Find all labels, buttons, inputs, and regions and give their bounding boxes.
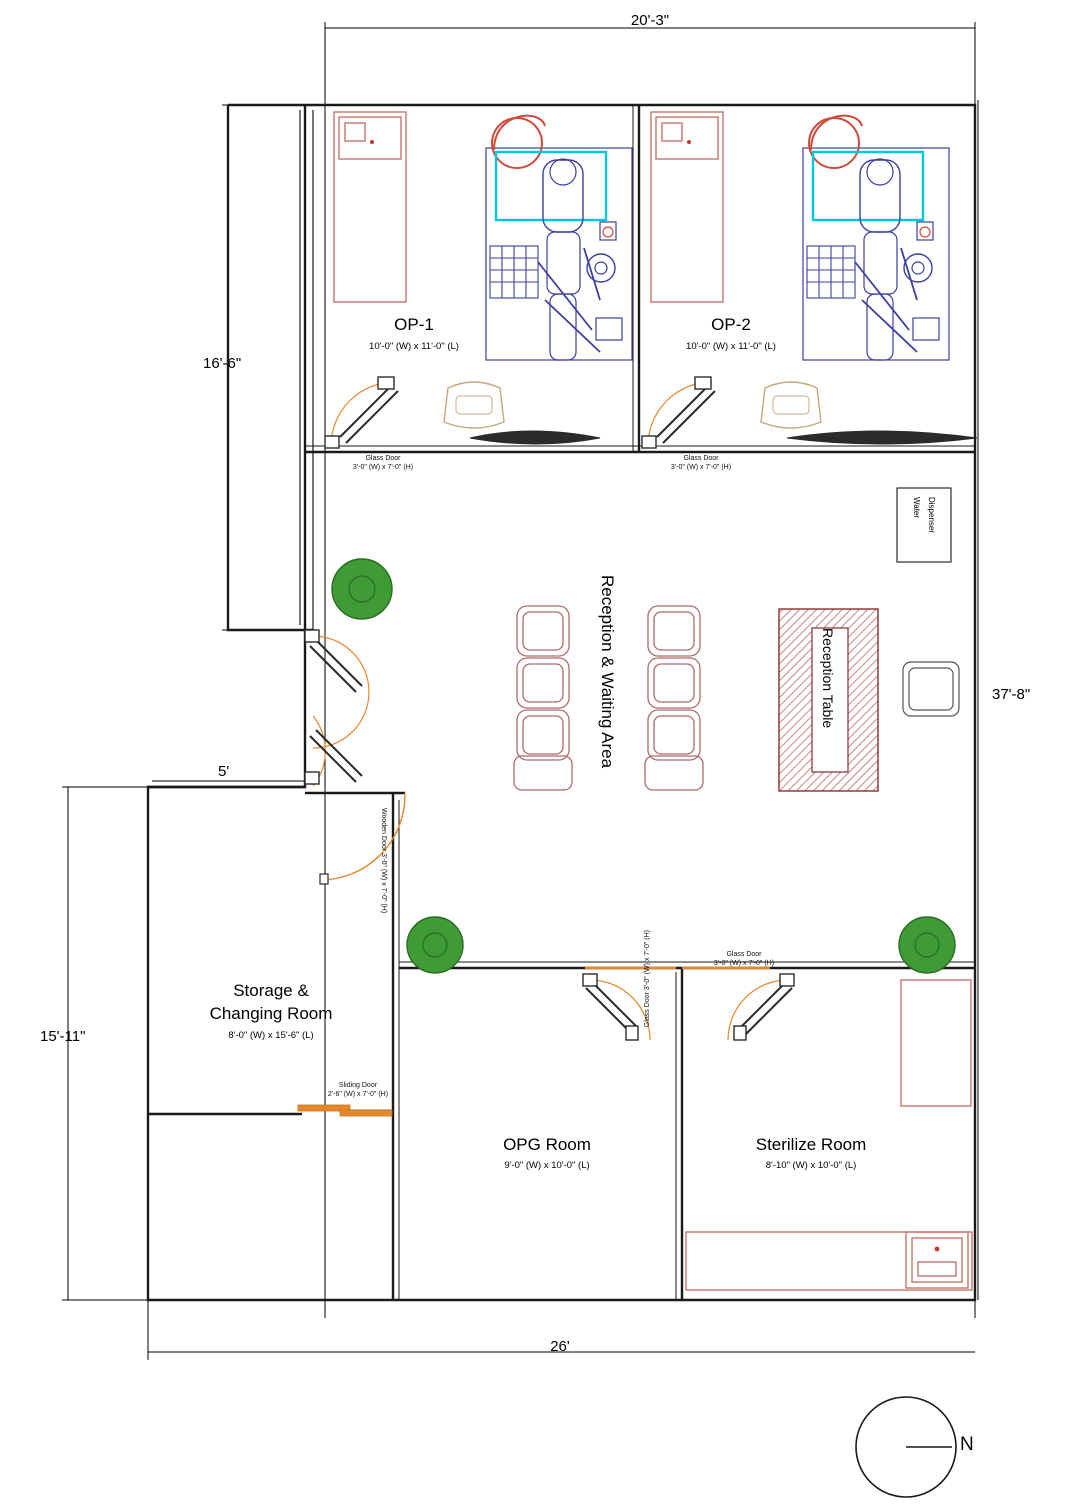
area-label-reception: Reception & Waiting Area [598,575,617,769]
room-label-storage-line1: Storage & [233,981,309,1000]
room-label-op2: OP-2 [711,315,751,334]
room-dim-sterilize: 8'-10" (W) x 10'-0" (L) [765,1160,857,1171]
dim-left-small: 5' [218,763,230,780]
water-dispenser-label-2: Dispenser [927,497,936,534]
door-label-op2: Glass Door 3'-0" (W) x 7'-0" (H) [670,455,732,471]
room-label-opg: OPG Room [503,1135,591,1154]
water-dispenser-label-1: Water [912,497,921,519]
compass-north-label: N [960,1434,974,1455]
dim-bottom: 26' [550,1338,570,1355]
door-label-op1: Glass Door 3'-0" (W) x 7'-0" (H) [352,455,414,471]
op1-equipment [486,116,632,360]
dim-left-lower: 15'-11" [40,1028,86,1045]
door-label-opg: Glass Door 3'-0" (W) x 7'-0" (H) [644,930,651,1028]
plant-1 [332,559,392,619]
dim-right: 37'-8" [992,686,1031,703]
sterilize-door [682,968,794,1040]
op2-equipment [803,116,949,360]
door-label-sterilize: Glass Door 3'-0" (W) x 7'-0" (H) [713,951,775,967]
wall-cabinets [334,112,723,302]
room-label-storage-line2: Changing Room [209,1004,333,1023]
room-dim-op1: 10'-0" (W) x 11'-0" (L) [369,341,459,352]
room-dim-opg: 9'-0" (W) x 10'-0" (L) [504,1160,590,1171]
door-label-sliding: Sliding Door 2'-6" (W) x 7'-0" (H) [327,1082,389,1098]
opg-door [583,968,676,1040]
dim-top: 20'-3" [630,12,670,29]
reception-chair [903,662,959,716]
room-label-op1: OP-1 [394,315,434,334]
reception-table-label: Reception Table [820,628,836,729]
op1-door [325,377,398,448]
room-dim-storage: 8'-0" (W) x 15'-6" (L) [228,1030,314,1041]
room-label-sterilize: Sterilize Room [755,1135,867,1154]
dim-left-upper: 16'-6" [203,355,242,372]
storage-sliding-door [298,1105,392,1116]
op-furniture [444,382,977,444]
room-dim-op2: 10'-0" (W) x 11'-0" (L) [686,341,776,352]
door-label-wooden: Wooden Door 3'-0" (W) x 7'-0" (H) [379,808,387,914]
plant-2 [407,917,463,973]
op2-door [642,377,715,448]
water-dispenser-box [897,488,951,562]
compass-rose [856,1397,956,1497]
plant-3 [899,917,955,973]
reception-entry-doors [305,630,369,786]
